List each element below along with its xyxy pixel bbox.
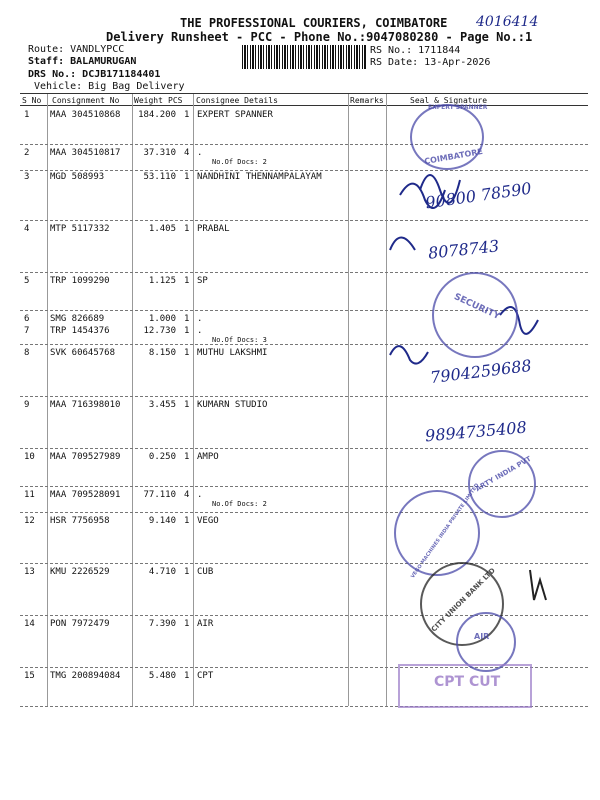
row-sno: 6 xyxy=(24,314,30,324)
row-pcs: 1 xyxy=(184,400,190,410)
row-weight: 1.000 xyxy=(148,314,176,324)
signature-3 xyxy=(390,238,415,251)
row-consignment-no: MAA 716398010 xyxy=(50,400,121,410)
row-weight: 7.390 xyxy=(148,619,176,629)
row-pcs: 4 xyxy=(184,490,190,500)
handwritten-phone-1: 90800 78590 xyxy=(424,178,533,213)
row-pcs: 1 xyxy=(184,671,190,681)
row-sno: 11 xyxy=(24,490,35,500)
vehicle-label: Vehicle: Big Bag Delivery xyxy=(34,81,185,92)
row-consignment-no: MGD 508993 xyxy=(50,172,105,182)
row-docs-note: No.Of Docs: 2 xyxy=(212,500,267,508)
row-weight: 5.480 xyxy=(148,671,176,681)
row-sno: 9 xyxy=(24,400,30,410)
header-top-rule xyxy=(20,93,588,94)
row-sno: 4 xyxy=(24,224,30,234)
handwritten-phone-2: 8078743 xyxy=(427,236,501,263)
handwritten-code: 4016414 xyxy=(476,14,539,30)
row-sno: 8 xyxy=(24,348,30,358)
runsheet-title: Delivery Runsheet - PCC - Phone No.:9047080280 - Page No.:1 xyxy=(106,30,533,44)
signature-4 xyxy=(390,346,428,363)
stamp-vego-text: VEGO MACHINES INDIA PRIVATE LIMITED xyxy=(409,482,481,580)
row-consignee: CUB xyxy=(197,567,214,577)
row-sno: 7 xyxy=(24,326,30,336)
handwritten-phone-3: 7904259688 xyxy=(429,355,533,388)
handwritten-phone-4: 9894735408 xyxy=(424,417,528,446)
row-consignee: . xyxy=(197,148,203,158)
barcode xyxy=(242,45,366,69)
row-weight: 0.250 xyxy=(148,452,176,462)
row-consignment-no: PON 7972479 xyxy=(50,619,110,629)
header-bottom-rule xyxy=(20,105,588,106)
col-pcs: PCS xyxy=(168,96,183,105)
row-sno: 2 xyxy=(24,148,30,158)
row-pcs: 1 xyxy=(184,567,190,577)
row-pcs: 1 xyxy=(184,172,190,182)
row-consignee: CPT xyxy=(197,671,214,681)
row-sno: 10 xyxy=(24,452,35,462)
row-weight: 9.140 xyxy=(148,516,176,526)
row-consignment-no: TMG 200894084 xyxy=(50,671,121,681)
row-weight: 4.710 xyxy=(148,567,176,577)
staff-label: Staff: BALAMURUGAN xyxy=(28,56,137,67)
row-consignment-no: MAA 709527989 xyxy=(50,452,121,462)
row-sno: 3 xyxy=(24,172,30,182)
col-weight: Weight xyxy=(134,96,163,105)
row-sno: 12 xyxy=(24,516,35,526)
signature-6 xyxy=(530,570,546,600)
route-label: Route: VANDLYPCC xyxy=(28,44,125,55)
row-consignee: . xyxy=(197,326,203,336)
row-consignment-no: MAA 709528091 xyxy=(50,490,121,500)
row-sno: 14 xyxy=(24,619,35,629)
col-consignment: Consignment No xyxy=(52,96,120,105)
row-weight: 1.405 xyxy=(148,224,176,234)
row-sno: 13 xyxy=(24,567,35,577)
row-pcs: 1 xyxy=(184,516,190,526)
row-weight: 8.150 xyxy=(148,348,176,358)
row-pcs: 1 xyxy=(184,276,190,286)
stamp-expert-spanner-top: EXPERT SPANNER xyxy=(428,104,488,111)
row-weight: 184.200 xyxy=(138,110,176,120)
row-weight: 3.455 xyxy=(148,400,176,410)
row-consignee: AMPO xyxy=(197,452,219,462)
row-consignment-no: MAA 304510817 xyxy=(50,148,121,158)
row-pcs: 1 xyxy=(184,619,190,629)
col-sno: S No xyxy=(22,96,42,105)
row-sno: 15 xyxy=(24,671,35,681)
row-consignment-no: SVK 60645768 xyxy=(50,348,116,358)
row-pcs: 1 xyxy=(184,314,190,324)
row-pcs: 1 xyxy=(184,110,190,120)
drs-label: DRS No.: DCJB171184401 xyxy=(28,69,161,80)
stamp-arty-india-text: ARTY INDIA PVT xyxy=(474,454,533,494)
row-sno: 1 xyxy=(24,110,30,120)
signature-1 xyxy=(420,175,460,203)
stamp-air xyxy=(456,612,516,672)
row-weight: 37.310 xyxy=(143,148,176,158)
rs-no: RS No.: 1711844 xyxy=(370,45,461,56)
col-remarks: Remarks xyxy=(350,96,384,105)
row-consignee: NANDHINI THENNAMPALAYAM xyxy=(197,172,322,182)
row-pcs: 1 xyxy=(184,452,190,462)
row-weight: 53.110 xyxy=(143,172,176,182)
row-weight: 1.125 xyxy=(148,276,176,286)
row-consignment-no: HSR 7756958 xyxy=(50,516,110,526)
row-weight: 77.110 xyxy=(143,490,176,500)
row-consignment-no: MAA 304510868 xyxy=(50,110,121,120)
row-consignee: KUMARN STUDIO xyxy=(197,400,268,410)
stamp-security-text: SECURITY xyxy=(452,292,502,322)
row-pcs: 1 xyxy=(184,326,190,336)
row-pcs: 1 xyxy=(184,224,190,234)
row-weight: 12.730 xyxy=(143,326,176,336)
row-consignee: SP xyxy=(197,276,208,286)
row-consignee: VEGO xyxy=(197,516,219,526)
row-consignee: MUTHU LAKSHMI xyxy=(197,348,268,358)
stamp-air-text: AIR xyxy=(474,632,490,641)
row-consignee: . xyxy=(197,314,203,324)
row-consignment-no: KMU 2226529 xyxy=(50,567,110,577)
col-seal: Seal & Signature xyxy=(410,96,488,105)
row-consignment-no: SMG 826689 xyxy=(50,314,105,324)
stamp-expert-spanner-bottom: COIMBATORE xyxy=(423,146,484,167)
row-sno: 5 xyxy=(24,276,30,286)
rs-date: RS Date: 13-Apr-2026 xyxy=(370,57,491,68)
row-docs-note: No.Of Docs: 2 xyxy=(212,158,267,166)
row-consignment-no: MTP 5117332 xyxy=(50,224,110,234)
row-consignee: . xyxy=(197,490,203,500)
row-pcs: 1 xyxy=(184,348,190,358)
row-consignment-no: TRP 1454376 xyxy=(50,326,110,336)
row-pcs: 4 xyxy=(184,148,190,158)
row-consignee: EXPERT SPANNER xyxy=(197,110,273,120)
row-docs-note: No.Of Docs: 3 xyxy=(212,336,267,344)
row-consignment-no: TRP 1099290 xyxy=(50,276,110,286)
row-consignee: AIR xyxy=(197,619,214,629)
row-consignee: PRABAL xyxy=(197,224,230,234)
stamp-city-union-bank-text: CITY UNION BANK LTD xyxy=(429,566,497,634)
stamp-security xyxy=(432,272,518,358)
col-consignee: Consignee Details xyxy=(196,96,278,105)
stamp-cpt-text: CPT CUT xyxy=(434,674,501,690)
company-title: THE PROFESSIONAL COURIERS, COIMBATORE xyxy=(180,16,448,30)
